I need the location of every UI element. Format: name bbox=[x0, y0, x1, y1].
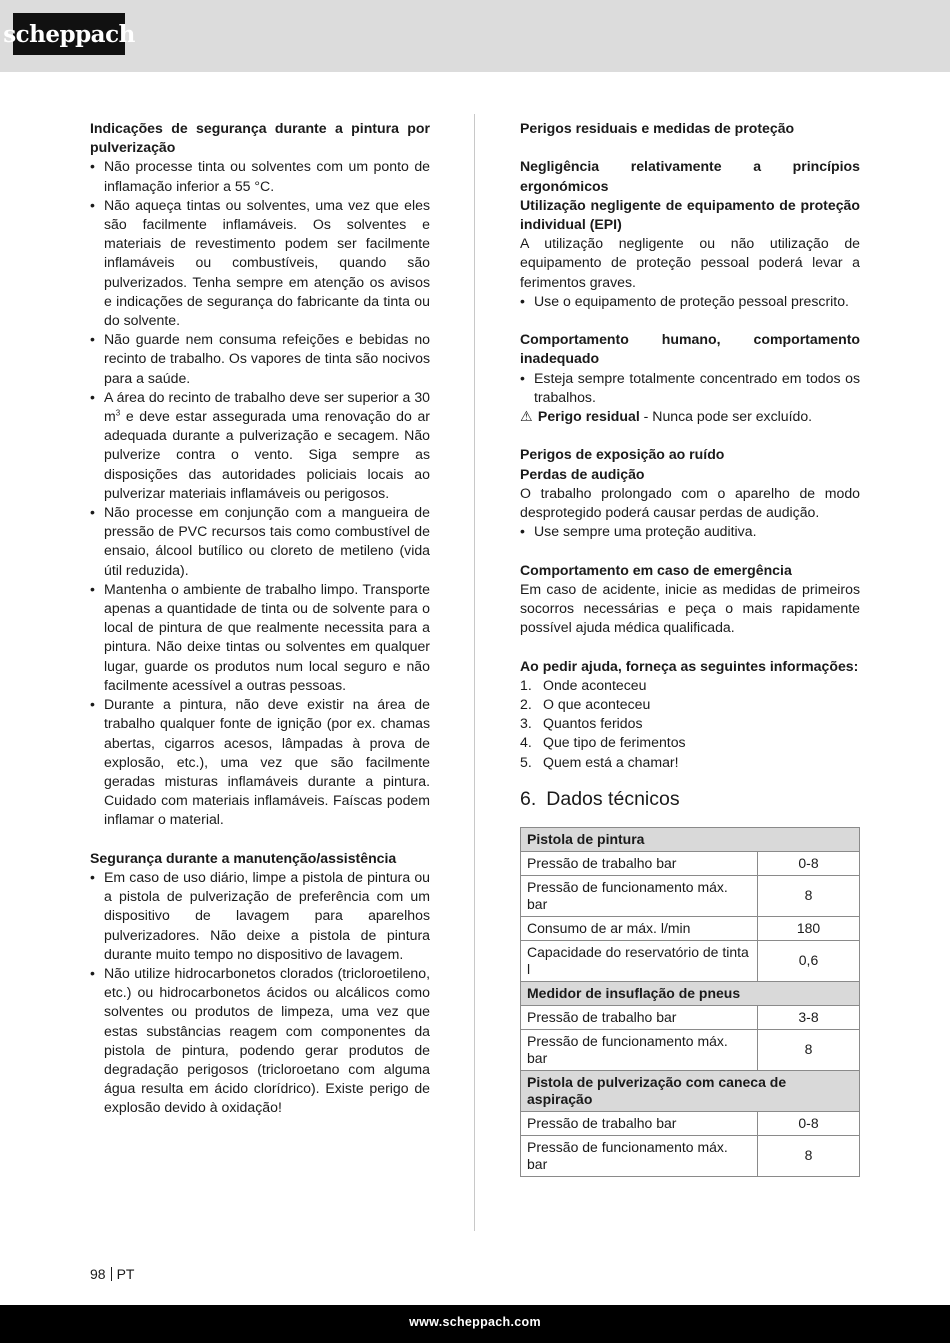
emergency-heading: Comportamento em caso de emergência bbox=[520, 561, 792, 578]
page-language: PT bbox=[116, 1266, 135, 1282]
list-item: • Durante a pintura, não deve existir na área de trabalho qualquer fonte de ignição (por ex. chamas abertas, cigarros acesos, lâmpadas à prova de explosão, etc.), uma vez que são facilmente geradas misturas inflamáveis durante a pintura. Cuidado com materiais inflamáveis. Faíscas podem inflamar o material. bbox=[90, 695, 430, 829]
table-group-row bbox=[521, 827, 860, 851]
hearing-loss-heading: Perdas de audição bbox=[520, 465, 645, 482]
scheppach-logo: scheppach bbox=[13, 13, 125, 55]
table-group-row bbox=[521, 1070, 860, 1111]
emergency-text: Em caso de acidente, inicie as medidas de primeiros socorros necessárias e peça o mais rapidamente possível ajuda médica qualificada. bbox=[520, 580, 860, 636]
list-item-text: O que aconteceu bbox=[543, 696, 651, 713]
table-row bbox=[521, 851, 860, 875]
page-number bbox=[90, 1266, 134, 1282]
table-group-label: Pistola de pulverização com caneca de aspiração bbox=[521, 1070, 860, 1111]
list-item: • Não aqueça tintas ou solventes, uma vez que eles são facilmente inflamáveis. Os solventes e materiais de revestimento podem ser facilmente inflamáveis ou combustíveis, quando são pulverizados. Tenha sempre em atenção os avisos e indicações de segurança do fabricante da tinta ou do solvente. bbox=[90, 196, 430, 330]
table-cell-value: 8 bbox=[758, 1135, 860, 1176]
maintenance-safety-heading: Segurança durante a manutenção/assistência bbox=[90, 849, 397, 866]
table-group-label: Medidor de insuflação de pneus bbox=[521, 981, 860, 1005]
ppe-heading: Utilização negligente de equipamento de proteção individual (EPI) bbox=[520, 196, 860, 232]
page-number-value: 98 bbox=[90, 1266, 106, 1282]
human-behaviour-list bbox=[520, 369, 860, 407]
residual-risk-text: - Nunca pode ser excluído. bbox=[639, 408, 813, 425]
table-cell-value: 8 bbox=[758, 1029, 860, 1070]
table-cell-label: Pressão de funcionamento máx. bar bbox=[521, 1029, 758, 1070]
table-cell-label: Pressão de trabalho bar bbox=[521, 1005, 758, 1029]
list-item-text: A área do recinto de trabalho deve ser superior a 30 m bbox=[104, 388, 430, 425]
spray-safety-heading: Indicações de segurança durante a pintura por pulverização bbox=[90, 120, 430, 156]
table-cell-value: 0-8 bbox=[758, 1111, 860, 1135]
help-info-list bbox=[520, 676, 860, 772]
table-row bbox=[521, 1111, 860, 1135]
list-item: • Use o equipamento de proteção pessoal prescrito. bbox=[520, 292, 860, 311]
warning-icon: ⚠ bbox=[520, 408, 533, 425]
spray-safety-list bbox=[90, 157, 430, 829]
noise-heading: Perigos de exposição ao ruído bbox=[520, 446, 725, 463]
list-number: 5. bbox=[520, 753, 532, 770]
residual-risk-label: Perigo residual bbox=[537, 408, 640, 425]
table-row bbox=[521, 916, 860, 940]
table-cell-label: Capacidade do reservatório de tinta l bbox=[521, 940, 758, 981]
maintenance-safety-list bbox=[90, 868, 430, 1118]
table-group-label: Pistola de pintura bbox=[521, 827, 860, 851]
section-number: 6. bbox=[520, 787, 537, 810]
list-item: • Não utilize hidrocarbonetos clorados (tricloroetileno, etc.) ou hidrocarbonetos ácidos ou alcálicos como solventes ou produtos de limpeza, uma vez que estas substâncias reagem com componentes da pistola de pintura, podendo gerar produtos de degradação perigosos (tricloroetano com alguma água resulta em ácido clorídrico). Existe perigo de explosão devido à oxidação! bbox=[90, 964, 430, 1118]
section-title: Dados técnicos bbox=[546, 787, 680, 810]
ppe-list bbox=[520, 292, 860, 311]
table-cell-value: 0,6 bbox=[758, 940, 860, 981]
table-cell-label: Pressão de funcionamento máx. bar bbox=[521, 875, 758, 916]
hearing-list bbox=[520, 522, 860, 541]
page-header bbox=[0, 0, 950, 72]
list-item: • Esteja sempre totalmente concentrado em todos os trabalhos. bbox=[520, 369, 860, 407]
residual-risks-heading: Perigos residuais e medidas de proteção bbox=[520, 120, 795, 136]
residual-risk-note bbox=[520, 407, 860, 426]
list-item: • Não guarde nem consuma refeições e bebidas no recinto de trabalho. Os vapores de tinta são nocivos para a saúde. bbox=[90, 330, 430, 388]
page-footer bbox=[0, 1305, 950, 1343]
list-item-text: Quantos feridos bbox=[543, 715, 643, 732]
list-item: • Use sempre uma proteção auditiva. bbox=[520, 522, 860, 541]
right-column bbox=[520, 119, 860, 1177]
table-group-row bbox=[521, 981, 860, 1005]
list-number: 4. bbox=[520, 734, 532, 751]
ergonomics-heading: Negligência relativamente a princípios ergonómicos bbox=[520, 158, 860, 194]
list-item bbox=[520, 714, 860, 733]
table-cell-label: Pressão de trabalho bar bbox=[521, 1111, 758, 1135]
ppe-text: A utilização negligente ou não utilização de equipamento de proteção pessoal poderá levar a ferimentos graves. bbox=[520, 235, 860, 290]
section-heading bbox=[520, 787, 860, 811]
list-number: 2. bbox=[520, 696, 532, 713]
table-cell-value: 8 bbox=[758, 875, 860, 916]
footer-url: www.scheppach.com bbox=[409, 1315, 541, 1329]
list-item bbox=[520, 695, 860, 714]
table-row bbox=[521, 940, 860, 981]
table-cell-label: Pressão de trabalho bar bbox=[521, 851, 758, 875]
list-item bbox=[520, 676, 860, 695]
table-cell-value: 180 bbox=[758, 916, 860, 940]
table-cell-value: 0-8 bbox=[758, 851, 860, 875]
help-info-heading: Ao pedir ajuda, forneça as seguintes informações: bbox=[520, 657, 859, 674]
separator bbox=[111, 1267, 112, 1281]
table-cell-label: Pressão de funcionamento máx. bar bbox=[521, 1135, 758, 1176]
list-item: • Mantenha o ambiente de trabalho limpo. Transporte apenas a quantidade de tinta ou de solvente para o local de pintura de que realmente necessita para a pintura. Não deixe tintas ou solventes em qualquer lugar, guarde os produtos num local seguro e não facilmente acessível a outras pessoas. bbox=[90, 580, 430, 695]
human-behaviour-heading: Comportamento humano, comportamento inadequado bbox=[520, 331, 860, 367]
list-item-text: e deve estar assegurada uma renovação do ar adequada durante a pulverização e secagem. Não pulverize contra o vento. Siga sempre as disposições das autoridades policiais locais ao pulverizar materiais inflamáveis ou perigosos. bbox=[104, 408, 430, 501]
list-item-ventilation bbox=[90, 388, 430, 503]
list-item: • Em caso de uso diário, limpe a pistola de pintura ou a pistola de pulverização de preferência com um dispositivo de lavagem para aparelhos pulverizadores. Não deixe a pistola de pintura durante muito tempo no dispositivo de lavagem. bbox=[90, 868, 430, 964]
list-item bbox=[520, 733, 860, 752]
table-row bbox=[521, 1029, 860, 1070]
technical-data-table bbox=[520, 827, 860, 1177]
list-item: • Não processe em conjunção com a mangueira de pressão de PVC recursos tais como combustível de ensaio, álcool butílico ou cloreto de metileno (vida útil reduzida). bbox=[90, 503, 430, 580]
table-row bbox=[521, 1135, 860, 1176]
hearing-loss-text: O trabalho prolongado com o aparelho de modo desprotegido poderá causar perdas de audição. bbox=[520, 484, 860, 521]
list-item-text: Onde aconteceu bbox=[543, 676, 647, 693]
column-divider bbox=[474, 114, 475, 1231]
superscript: 3 bbox=[115, 408, 121, 418]
table-row bbox=[521, 875, 860, 916]
list-item bbox=[520, 753, 860, 772]
table-cell-value: 3-8 bbox=[758, 1005, 860, 1029]
table-row bbox=[521, 1005, 860, 1029]
left-column bbox=[90, 119, 430, 1118]
list-number: 3. bbox=[520, 715, 532, 732]
list-number: 1. bbox=[520, 676, 532, 693]
list-item-text: Quem está a chamar! bbox=[543, 753, 679, 770]
list-item-text: Que tipo de ferimentos bbox=[543, 734, 686, 751]
table-cell-label: Consumo de ar máx. l/min bbox=[521, 916, 758, 940]
list-item: • Não processe tinta ou solventes com um ponto de inflamação inferior a 55 °C. bbox=[90, 157, 430, 195]
